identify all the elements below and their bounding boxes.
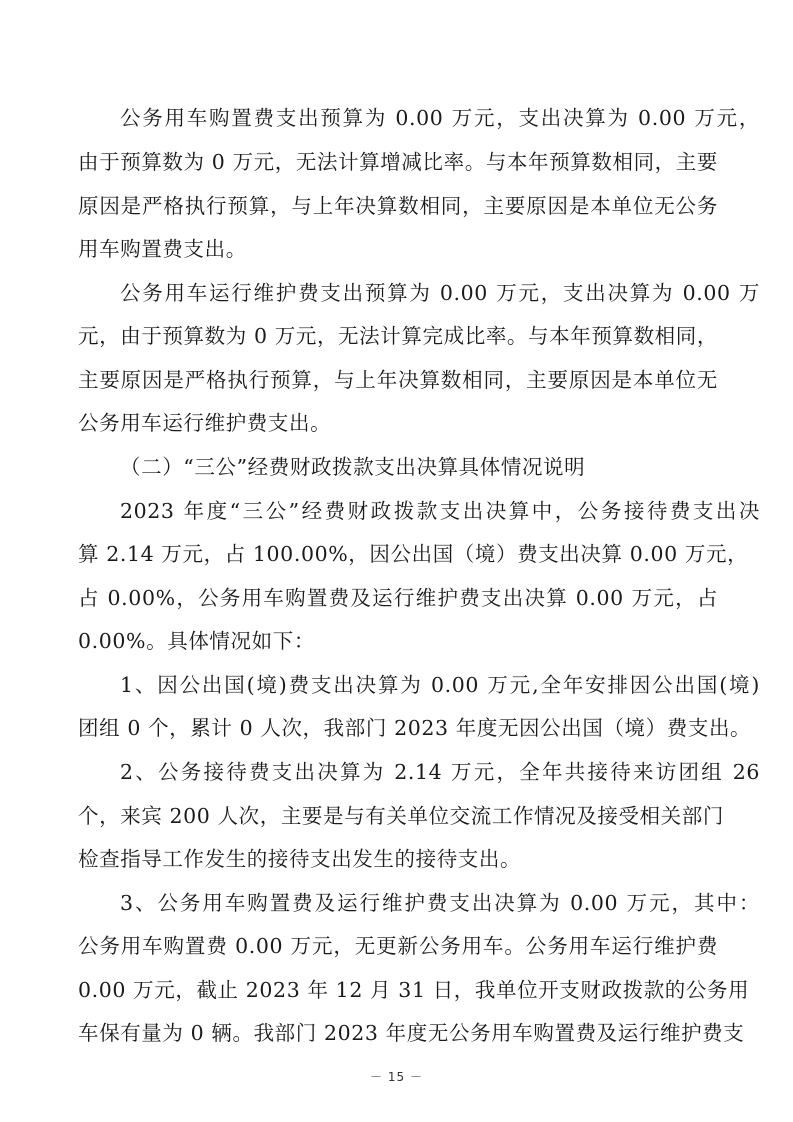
section-heading: （二）“三公”经费财政拨款支出决算具体情况说明 <box>120 455 586 479</box>
paragraph-line: 算 2.14 万元，占 100.00%，因公出国（境）费支出决算 0.00 万元， <box>78 542 749 566</box>
paragraph-line: 0.00 万元，截止 2023 年 12 月 31 日，我单位开支财政拨款的公务用 <box>78 978 750 1002</box>
paragraph-line: 检查指导工作发生的接待支出发生的接待支出。 <box>78 847 522 871</box>
paragraph-line: 3、公务用车购置费及运行维护费支出决算为 0.00 万元，其中： <box>120 891 760 915</box>
paragraph-line: 车保有量为 0 辆。我部门 2023 年度无公务用车购置费及运行维护费支 <box>78 1021 745 1045</box>
paragraph-line: 用车购置费支出。 <box>78 237 247 261</box>
paragraph-line: 1、因公出国(境)费支出决算为 0.00 万元,全年安排因公出国(境) <box>120 673 760 697</box>
paragraph-line: 由于预算数为 0 万元，无法计算增减比率。与本年预算数相同，主要 <box>78 150 718 174</box>
paragraph-line: 公务用车运行维护费支出预算为 0.00 万元，支出决算为 0.00 万 <box>120 281 760 305</box>
paragraph-line: 占 0.00%，公务用车购置费及运行维护费支出决算 0.00 万元，占 <box>78 586 718 610</box>
paragraph-line: 2023 年度“三公”经费财政拨款支出决算中，公务接待费支出决 <box>120 499 760 523</box>
paragraph-line: 元，由于预算数为 0 万元，无法计算完成比率。与本年预算数相同， <box>78 324 718 348</box>
paragraph-line: 公务用车运行维护费支出。 <box>78 411 332 435</box>
paragraph-line: 公务用车购置费 0.00 万元，无更新公务用车。公务用车运行维护费 <box>78 934 718 958</box>
paragraph-line: 主要原因是严格执行预算，与上年决算数相同，主要原因是本单位无 <box>78 368 718 392</box>
paragraph-line: 团组 0 个，累计 0 人次，我部门 2023 年度无因公出国（境）费支出。 <box>78 716 752 740</box>
paragraph-line: 个，来宾 200 人次，主要是与有关单位交流工作情况及接受相关部门 <box>78 804 724 828</box>
paragraph-line: 原因是严格执行预算，与上年决算数相同，主要原因是本单位无公务 <box>78 194 718 218</box>
paragraph-line: 公务用车购置费支出预算为 0.00 万元，支出决算为 0.00 万元， <box>120 106 760 130</box>
paragraph-line: 2、公务接待费支出决算为 2.14 万元，全年共接待来访团组 26 <box>120 760 760 784</box>
paragraph-line: 0.00%。具体情况如下： <box>78 629 315 653</box>
page-number: － 15 － <box>370 1070 423 1084</box>
